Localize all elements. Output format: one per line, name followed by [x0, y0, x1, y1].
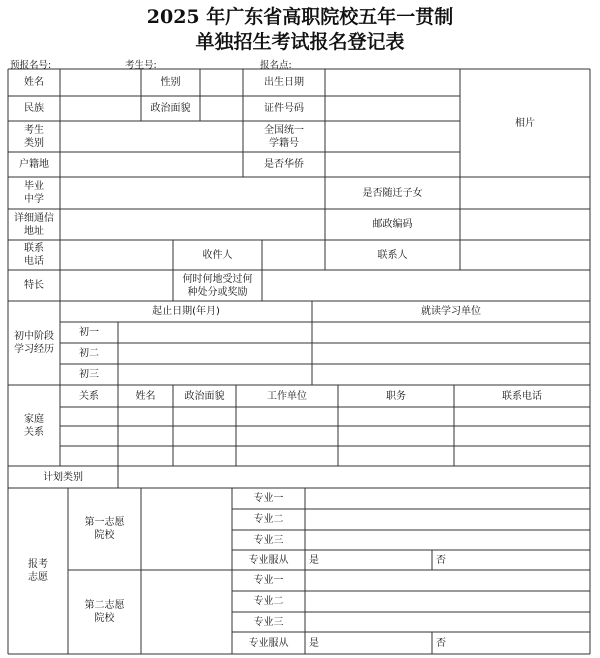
major-field[interactable]: [305, 612, 590, 632]
phone-label: 联系 电话: [24, 243, 44, 267]
major-label: 专业一: [253, 493, 284, 504]
plan-category-label: 计划类别: [43, 471, 83, 483]
education-section-label: 初中阶段 学习经历: [14, 331, 54, 355]
recipient-field[interactable]: [262, 240, 325, 270]
education-school-field[interactable]: [312, 343, 590, 364]
hukou-label: 户籍地: [19, 159, 49, 170]
family-column-header: 政治面貌: [184, 390, 225, 402]
punishment-reward-label: 何时何地受过何 种处分或奖励: [182, 273, 253, 298]
education-dates-field[interactable]: [118, 322, 312, 343]
education-dates-field[interactable]: [118, 364, 312, 385]
first-choice-label: 第一志愿 院校: [84, 517, 125, 541]
id-number-label: 证件号码: [264, 103, 304, 114]
specialty-field[interactable]: [60, 270, 173, 301]
contact-person-label: 联系人: [377, 249, 408, 261]
education-dates-field[interactable]: [118, 343, 312, 364]
family-member-row[interactable]: [60, 446, 590, 466]
grade-label: 初二: [79, 348, 99, 359]
graduated-school-label: 毕业 中学: [24, 181, 44, 205]
name-label: 姓名: [24, 77, 44, 88]
national-student-number-label: 全国统一 学籍号: [264, 124, 304, 149]
name-field[interactable]: [60, 69, 141, 96]
exam-number-label: 考生号:: [125, 60, 157, 71]
photo-placeholder: 相片: [515, 117, 535, 129]
education-school-header: 就读学习单位: [421, 306, 481, 317]
major-field[interactable]: [305, 509, 590, 530]
postal-code-field[interactable]: [460, 209, 590, 240]
overseas-chinese-field[interactable]: [325, 152, 460, 177]
major-field[interactable]: [305, 570, 590, 591]
form-title-line-1: 2025 年广东省高职院校五年一贯制: [146, 6, 454, 28]
overseas-chinese-label: 是否华侨: [264, 159, 304, 170]
migrant-child-label: 是否随迁子女: [362, 187, 423, 199]
major-label: 专业二: [253, 514, 284, 525]
recipient-label: 收件人: [202, 249, 233, 261]
gender-label: 性别: [160, 77, 181, 88]
education-dates-header: 起止日期(年月): [152, 306, 220, 317]
ethnicity-label: 民族: [24, 103, 44, 114]
major-obey-no-option[interactable]: 否: [436, 637, 446, 649]
family-section-label: 家庭 关系: [24, 413, 44, 438]
political-status-field[interactable]: [200, 96, 243, 121]
choices-section-label: 报考 志愿: [28, 559, 48, 583]
second-choice-school-field[interactable]: [141, 570, 232, 654]
birth-date-field[interactable]: [325, 69, 460, 96]
education-school-field[interactable]: [312, 322, 590, 343]
major-field[interactable]: [305, 488, 590, 509]
major-field[interactable]: [305, 591, 590, 612]
address-field[interactable]: [60, 209, 325, 240]
birth-date-label: 出生日期: [264, 77, 304, 88]
contact-person-field[interactable]: [460, 240, 590, 270]
hukou-field[interactable]: [60, 152, 243, 177]
family-member-row[interactable]: [60, 426, 590, 446]
major-obey-yes-option[interactable]: 是: [309, 554, 319, 566]
grade-label: 初一: [79, 327, 99, 338]
major-obey-no-option[interactable]: 否: [436, 554, 446, 566]
gender-field[interactable]: [200, 69, 243, 96]
family-column-header: 关系: [79, 390, 99, 402]
family-column-header: 工作单位: [267, 390, 307, 402]
family-column-header: 职务: [386, 390, 406, 402]
family-column-header: 姓名: [135, 390, 156, 402]
registration-site-label: 报名点:: [260, 60, 292, 71]
major-obey-yes-option[interactable]: 是: [309, 637, 319, 649]
punishment-reward-field[interactable]: [262, 270, 590, 301]
grade-label: 初三: [79, 369, 99, 380]
id-number-field[interactable]: [325, 96, 460, 121]
major-obey-label: 专业服从: [248, 637, 289, 649]
political-status-label: 政治面貌: [150, 103, 191, 114]
family-member-row[interactable]: [60, 407, 590, 426]
form-title-line-2: 单独招生考试报名登记表: [195, 31, 405, 53]
major-label: 专业二: [253, 596, 284, 607]
family-column-header: 联系电话: [502, 390, 542, 402]
major-field[interactable]: [305, 530, 590, 550]
migrant-child-field[interactable]: [460, 177, 590, 209]
prereg-number-label: 预报名号:: [10, 60, 52, 71]
major-label: 专业三: [253, 616, 284, 628]
major-label: 专业一: [253, 575, 284, 586]
major-label: 专业三: [253, 534, 284, 546]
second-choice-label: 第二志愿 院校: [84, 600, 125, 624]
examinee-category-field[interactable]: [60, 121, 243, 152]
graduated-school-field[interactable]: [60, 177, 325, 209]
ethnicity-field[interactable]: [60, 96, 141, 121]
education-school-field[interactable]: [312, 364, 590, 385]
examinee-category-label: 考生 类别: [24, 124, 44, 149]
plan-category-field[interactable]: [118, 466, 590, 488]
national-student-number-field[interactable]: [325, 121, 460, 152]
address-label: 详细通信 地址: [14, 212, 54, 237]
major-obey-label: 专业服从: [248, 554, 289, 566]
specialty-label: 特长: [24, 280, 44, 291]
first-choice-school-field[interactable]: [141, 488, 232, 570]
phone-field[interactable]: [60, 240, 173, 270]
postal-code-label: 邮政编码: [372, 219, 413, 230]
